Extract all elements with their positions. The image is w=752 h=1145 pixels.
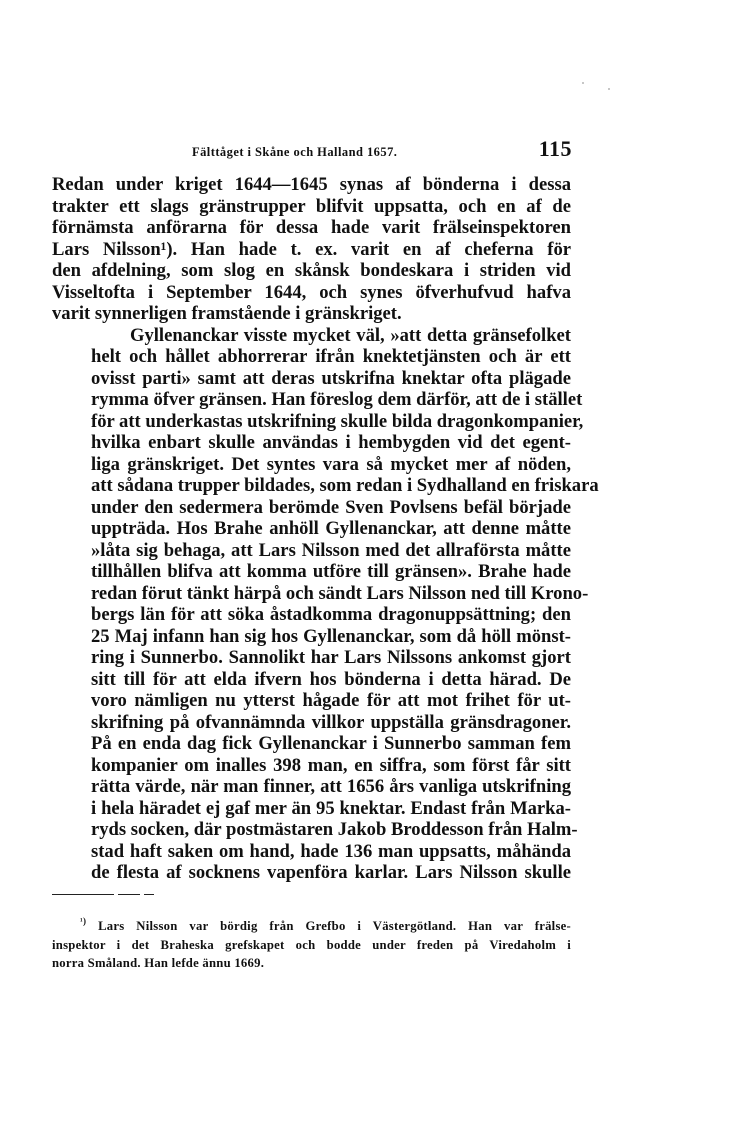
text-line: sitt till för att elda ifvern hos bönderna i detta härad. De (91, 668, 571, 690)
text-line: för att underkastas utskrifning skulle bilda dragonkompanier, (91, 410, 584, 432)
footnote-line (52, 917, 571, 936)
text-line: kompanier om inalles 398 man, en siffra, som först får sitt (91, 754, 571, 776)
text-line: bergs län för att söka åstadkomma dragonuppsättning; den (91, 604, 571, 625)
text-line: skrifning på ofvannämnda villkor uppställa gränsdragoner. (91, 711, 571, 733)
text-line: Visseltofta i September 1644, och synes öfverhufvud hafva (52, 281, 571, 303)
text-line: hvilka enbart skulle användas i hembygden vid det egent- (91, 432, 571, 453)
footnote-text: Lars Nilsson var bördig från Grefbo i Västergötland. Han var frälse- (98, 919, 571, 933)
text-line: ovisst parti» samt att deras utskrifna knektar ofta plägade (91, 367, 571, 389)
body-text (52, 174, 599, 884)
text-line: uppträda. Hos Brahe anhöll Gyllenanckar, att denne måtte (91, 518, 571, 539)
text-line: 25 Maj infann han sig hos Gyllenanckar, som då höll mönst- (91, 625, 571, 647)
text-line: ryds socken, där postmästaren Jakob Broddesson från Halm- (91, 819, 578, 840)
footnote-line: inspektor i det Braheska grefskapet och bodde under freden på Viredaholm i (52, 937, 571, 952)
footnote (52, 917, 571, 973)
text-line: trakter ett slags gränstrupper blifvit uppsatta, och en af de (52, 195, 571, 217)
text-line: stad haft saken om hand, hade 136 man uppsatts, måhända (91, 840, 571, 862)
paragraph-1 (52, 174, 571, 325)
text-line: »låta sig behaga, att Lars Nilsson med det allraförsta måtte (91, 539, 571, 561)
text-line: varit synnerligen framstående i gränskriget. (52, 303, 402, 324)
text-line: Redan under kriget 1644—1645 synas af bönderna i dessa (52, 174, 571, 195)
divider-segment (144, 894, 154, 895)
text-line: tillhållen blifva att komma utföre till gränsen». Brahe hade (91, 561, 571, 582)
running-title: Fälttåget i Skåne och Halland 1657. (192, 145, 398, 159)
divider-segment (118, 894, 140, 895)
page-number: 115 (538, 136, 572, 161)
text-line: den afdelning, som slog en skånsk bondeskara i striden vid (52, 260, 571, 281)
text-line: helt och hållet abhorrerar ifrån knektetjänsten och är ett (91, 346, 571, 367)
text-line: Gyllenanckar visste mycket väl, »att detta gränsefolket (130, 324, 571, 346)
text-line: På en enda dag fick Gyllenanckar i Sunnerbo samman fem (91, 733, 571, 754)
text-line: rymma öfver gränsen. Han föreslog dem därför, att de i stället (91, 389, 583, 410)
text-line: Lars Nilsson¹). Han hade t. ex. varit en af cheferna för (52, 238, 571, 260)
footnote-line: norra Småland. Han lefde ännu 1669. (52, 956, 265, 970)
paragraph-2 (52, 324, 599, 884)
paper-speck (608, 88, 610, 90)
text-line: i hela häradet ej gaf mer än 95 knektar. Endast från Marka- (91, 797, 571, 819)
text-line: under den sedermera berömde Sven Povlsens befäl började (91, 496, 571, 518)
text-line: förnämsta anförarna för dessa hade varit frälseinspektoren (52, 217, 571, 238)
footnote-divider (52, 894, 205, 897)
paper-speck (582, 82, 584, 84)
text-line: redan förut tänkt härpå och sändt Lars Nilsson ned till Krono- (91, 582, 589, 604)
text-line: ring i Sunnerbo. Sannolikt har Lars Nilssons ankomst gjort (91, 647, 571, 668)
text-line: voro nämligen nu ytterst hågade för att mot frihet för ut- (91, 690, 571, 711)
text-line: att sådana trupper bildades, som redan i Sydhalland en friskara (91, 475, 599, 496)
text-line: de flesta af socknens vapenföra karlar. Lars Nilsson skulle (91, 862, 571, 883)
text-line: liga gränskriget. Det syntes vara så mycket mer af nöden, (91, 453, 571, 475)
divider-segment (52, 894, 114, 895)
footnote-marker: ¹) (80, 916, 87, 926)
page-header (52, 136, 572, 166)
text-line: rätta värde, när man finner, att 1656 års vanliga utskrifning (91, 776, 571, 797)
